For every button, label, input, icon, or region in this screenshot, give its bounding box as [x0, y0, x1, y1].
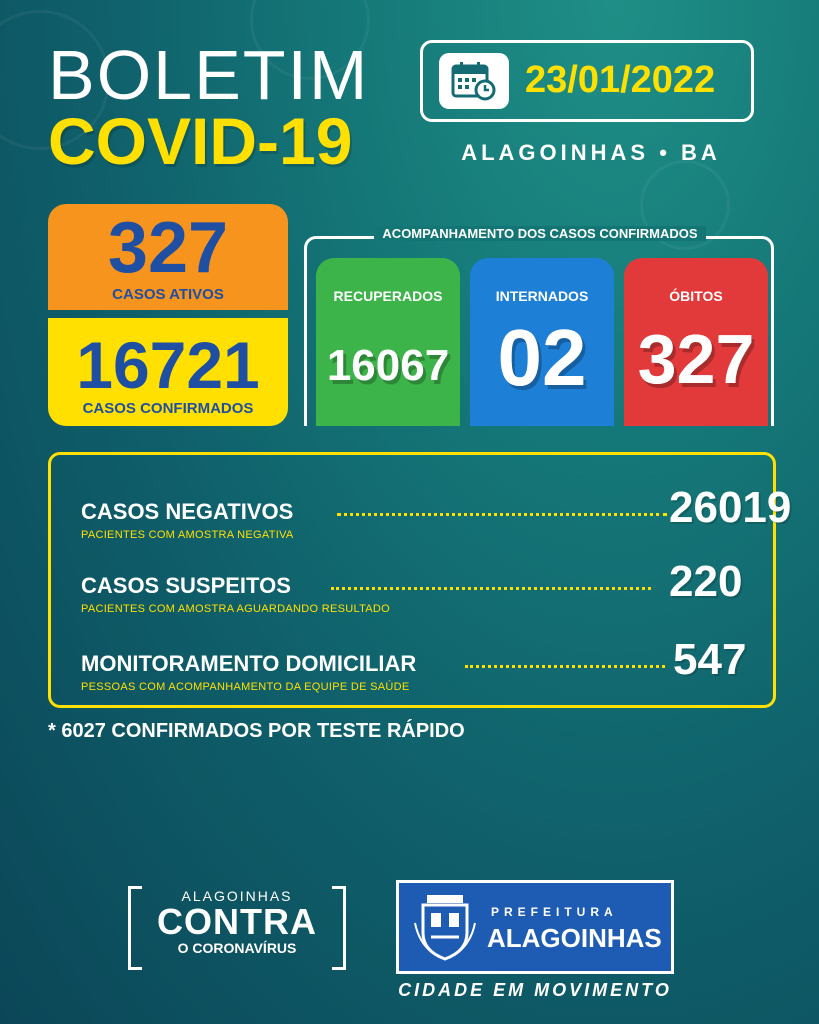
prefeitura-logo: [396, 880, 674, 974]
bracket-left: [128, 886, 142, 970]
stat-desc: PACIENTES COM AMOSTRA NEGATIVA: [81, 529, 294, 541]
recovered-value: 16067: [326, 341, 450, 390]
contra-line2: CONTRA: [157, 901, 317, 942]
stat-name: MONITORAMENTO DOMICILIAR: [81, 651, 417, 676]
contra-line3: O CORONAVÍRUS: [177, 940, 297, 956]
bulletin-date: 23/01/2022: [525, 59, 716, 101]
stat-name: CASOS SUSPEITOS: [81, 573, 291, 598]
dotted-leader: [465, 665, 665, 668]
active-cases-label: CASOS ATIVOS: [112, 286, 224, 303]
confirmed-cases-box: [48, 318, 288, 426]
stat-name: CASOS NEGATIVOS: [81, 499, 294, 524]
deaths-label: ÓBITOS: [669, 288, 723, 304]
stat-row-suspect: [81, 557, 771, 621]
date-box: [420, 40, 754, 122]
confirmed-cases-label: CASOS CONFIRMADOS: [82, 400, 254, 417]
rapid-test-footnote: * 6027 CONFIRMADOS POR TESTE RÁPIDO: [48, 720, 465, 742]
contra-coronavirus-logo: [128, 886, 346, 970]
stat-row-home: [81, 635, 771, 699]
stat-value: 26019: [669, 483, 792, 532]
title-covid: COVID-19: [48, 104, 353, 178]
contra-line1: ALAGOINHAS: [181, 888, 293, 904]
confirmed-cases-value: 16721: [76, 328, 260, 402]
stat-value: 547: [673, 635, 747, 684]
city-seal-icon: [413, 893, 477, 963]
stat-desc: PACIENTES COM AMOSTRA AGUARDANDO RESULTADO: [81, 603, 391, 615]
hospitalized-label: INTERNADOS: [495, 288, 589, 304]
dotted-leader: [337, 513, 667, 516]
hospitalized-card: [470, 258, 614, 426]
stats-panel: [48, 452, 792, 708]
prefeitura-city: ALAGOINHAS: [487, 923, 662, 953]
prefeitura-label: PREFEITURA: [491, 905, 618, 919]
tracking-title: [320, 226, 760, 241]
title-boletim: BOLETIM: [48, 36, 370, 114]
deaths-value: 327: [637, 320, 755, 398]
dotted-leader: [331, 587, 651, 590]
bracket-right: [332, 886, 346, 970]
recovered-card: [316, 258, 460, 426]
calendar-icon: [439, 53, 509, 109]
active-cases-box: [48, 204, 288, 310]
city-motto: CIDADE EM MOVIMENTO: [398, 980, 672, 1000]
stat-desc: PESSOAS COM ACOMPANHAMENTO DA EQUIPE DE SAÚDE: [81, 681, 410, 693]
hospitalized-value: 02: [497, 313, 587, 402]
recovered-label: RECUPERADOS: [333, 288, 443, 304]
tracking-title-text: ACOMPANHAMENTO DOS CASOS CONFIRMADOS: [374, 226, 705, 241]
stat-row-negative: [81, 483, 792, 547]
city-label: ALAGOINHAS • BA: [461, 140, 721, 165]
stat-value: 220: [669, 557, 743, 606]
active-cases-value: 327: [107, 208, 229, 288]
deaths-card: [624, 258, 768, 426]
